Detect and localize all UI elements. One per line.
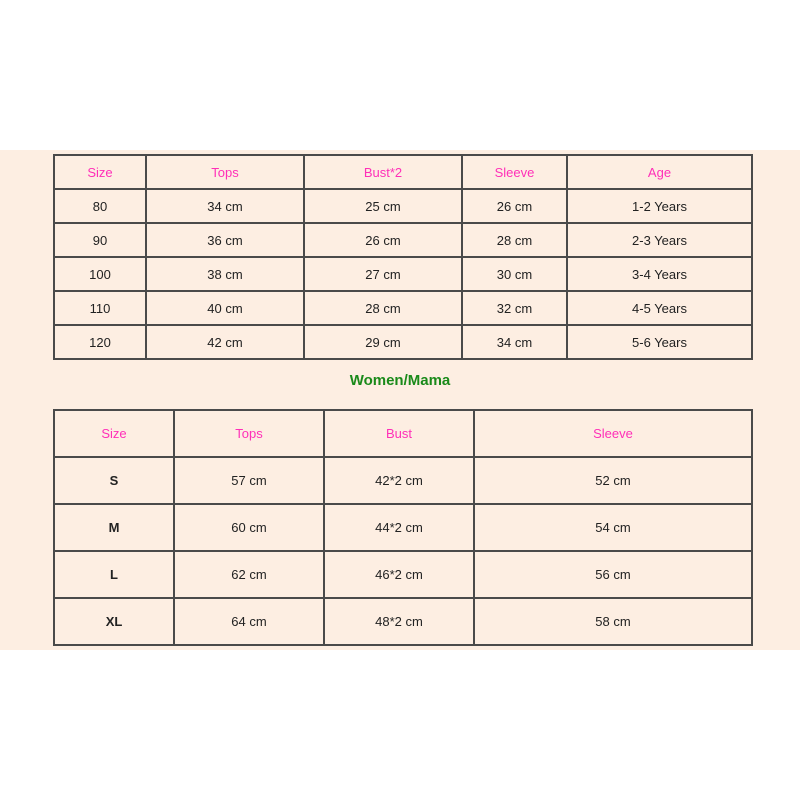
cell-bust: 26 cm [304,223,462,257]
cell-sleeve: 30 cm [462,257,567,291]
cell-tops: 36 cm [146,223,304,257]
cell-tops: 57 cm [174,457,324,504]
cell-bust: 44*2 cm [324,504,474,551]
cell-age: 5-6 Years [567,325,752,359]
cell-size: 120 [54,325,146,359]
table-row [54,504,752,551]
cell-bust: 46*2 cm [324,551,474,598]
cell-age: 2-3 Years [567,223,752,257]
header-sleeve: Sleeve [462,155,567,189]
table-row [54,223,752,257]
cell-sleeve: 32 cm [462,291,567,325]
cell-sleeve: 28 cm [462,223,567,257]
cell-size: XL [54,598,174,645]
header-bust: Bust [324,410,474,457]
table-row [54,325,752,359]
cell-bust: 48*2 cm [324,598,474,645]
header-bust: Bust*2 [304,155,462,189]
cell-bust: 27 cm [304,257,462,291]
cell-tops: 60 cm [174,504,324,551]
cell-age: 3-4 Years [567,257,752,291]
table-row [54,291,752,325]
header-tops: Tops [174,410,324,457]
cell-size: 110 [54,291,146,325]
table-row [54,551,752,598]
cell-size: L [54,551,174,598]
cell-sleeve: 54 cm [474,504,752,551]
cell-sleeve: 52 cm [474,457,752,504]
cell-tops: 40 cm [146,291,304,325]
cell-size: S [54,457,174,504]
table-header-row [54,410,752,457]
cell-tops: 38 cm [146,257,304,291]
table-row [54,257,752,291]
table-header-row [54,155,752,189]
women-mama-title: Women/Mama [349,372,451,389]
header-size: Size [54,410,174,457]
cell-sleeve: 26 cm [462,189,567,223]
header-tops: Tops [146,155,304,189]
table-row [54,598,752,645]
header-age: Age [567,155,752,189]
cell-bust: 29 cm [304,325,462,359]
header-size: Size [54,155,146,189]
cell-size: M [54,504,174,551]
cell-age: 4-5 Years [567,291,752,325]
cell-sleeve: 56 cm [474,551,752,598]
cell-size: 100 [54,257,146,291]
header-sleeve: Sleeve [474,410,752,457]
cell-bust: 28 cm [304,291,462,325]
women-size-table [53,409,753,646]
table-row [54,457,752,504]
cell-tops: 62 cm [174,551,324,598]
cell-tops: 64 cm [174,598,324,645]
cell-bust: 25 cm [304,189,462,223]
cell-age: 1-2 Years [567,189,752,223]
table-row [54,189,752,223]
cell-sleeve: 58 cm [474,598,752,645]
cell-sleeve: 34 cm [462,325,567,359]
cell-size: 90 [54,223,146,257]
kids-size-table [53,154,753,360]
cell-bust: 42*2 cm [324,457,474,504]
cell-tops: 42 cm [146,325,304,359]
cell-size: 80 [54,189,146,223]
cell-tops: 34 cm [146,189,304,223]
